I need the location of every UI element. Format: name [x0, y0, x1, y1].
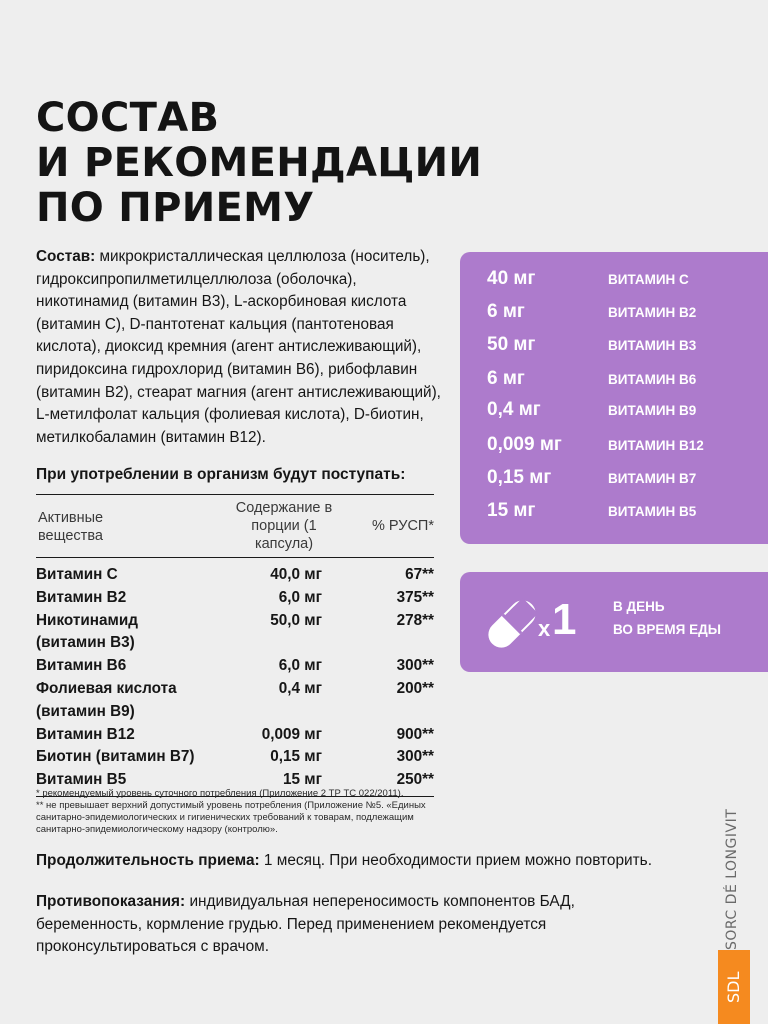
duration-text: 1 месяц. При необходимости прием можно повторить.: [259, 852, 652, 869]
contraindications-text: индивидуальная непереносимость компонентов БАД, беременность, кормление грудью. Перед применением рекомендуется проконсультироваться с врачом.: [36, 893, 575, 955]
dose-multiplier: x: [538, 616, 551, 641]
nutrient-amount: 0,15 мг: [270, 748, 322, 766]
nutrient-name-line: Фолиевая кислота: [36, 679, 177, 697]
nutrient-name: [36, 587, 244, 610]
nutrient-rusp: 375**: [396, 588, 434, 606]
composition-label: Состав:: [36, 248, 96, 265]
vitamin-summary-amount: 6 мг: [487, 301, 525, 322]
nutrient-rusp: 250**: [396, 771, 434, 789]
nutrient-amount: 0,4 мг: [278, 679, 322, 697]
nutrient-name-line: Витамин В2: [36, 588, 127, 606]
contraindications-label: Противопоказания:: [36, 893, 186, 910]
title-line-3: ПО ПРИЕМУ: [36, 185, 315, 231]
vitamin-summary-amount: 40 мг: [487, 268, 536, 289]
footnote-2: ** не превышает верхний допустимый уровень потребления (Приложение №5. «Единых санитарно-эпидемиологических и гигиенических требований к товарам, подлежащим санитарно-эпидемиологическому надзору (контролю».: [36, 800, 426, 835]
nutrient-name: [36, 564, 244, 587]
header-active-substances: Активные вещества: [38, 510, 104, 544]
brand-name-vertical: SORC DÉ LONGIVIT: [724, 808, 740, 950]
header-content-per-serving: Содержание в порции (1 капсула): [235, 500, 333, 552]
title-line-1: СОСТАВ: [36, 95, 220, 141]
vitamin-summary-name: ВИТАМИН В6: [608, 372, 697, 387]
vitamin-summary-name: ВИТАМИН В7: [608, 471, 697, 486]
nutrient-amount: 40,0 мг: [270, 566, 322, 583]
intake-heading: При употреблении в организм будут поступать:: [36, 466, 406, 483]
nutrient-name: [36, 746, 244, 769]
nutrient-amount: 15 мг: [283, 771, 322, 789]
dosage-panel: [460, 572, 768, 672]
vitamin-summary-amount: 6 мг: [487, 368, 525, 389]
vitamin-summary-name: ВИТАМИН В12: [608, 438, 704, 453]
table-body: [36, 558, 434, 792]
composition-paragraph: [36, 246, 446, 449]
nutrient-name: [36, 724, 244, 747]
nutrient-name-line: Витамин В12: [36, 725, 135, 743]
vitamin-summary-amount: 50 мг: [487, 334, 536, 355]
nutrient-name-line: Витамин В6: [36, 657, 127, 675]
vitamin-summary-amount: 0,009 мг: [487, 434, 562, 455]
table-row: [36, 678, 434, 724]
nutrient-name-subline: (витамин В3): [36, 634, 135, 652]
nutrient-rusp: 300**: [396, 657, 434, 675]
table-row: [36, 564, 434, 587]
nutrient-table: [36, 494, 434, 797]
table-row: [36, 655, 434, 678]
nutrient-rusp: 900**: [396, 725, 434, 743]
vitamin-summary-amount: 15 мг: [487, 500, 536, 521]
nutrient-amount: 50,0 мг: [270, 611, 322, 629]
nutrient-name: [36, 610, 244, 656]
vitamin-summary-name: ВИТАМИН В5: [608, 504, 697, 519]
table-row: [36, 610, 434, 656]
nutrient-name-line: Витамин С: [36, 566, 118, 583]
vitamin-summary-amount: 0,4 мг: [487, 399, 541, 420]
nutrient-rusp: 67**: [405, 566, 434, 583]
nutrient-amount: 0,009 мг: [261, 725, 322, 743]
footnotes: [36, 788, 436, 836]
nutrient-amount: 6,0 мг: [278, 588, 322, 606]
footnote-1: * рекомендуемый уровень суточного потребления (Приложение 2 ТР ТС 022/2011).: [36, 788, 404, 799]
dose-timing: ВО ВРЕМЯ ЕДЫ: [613, 622, 721, 637]
vitamin-summary-name: ВИТАМИН В9: [608, 403, 697, 418]
nutrient-name: [36, 655, 244, 678]
vitamin-summary-panel: [460, 252, 768, 544]
nutrient-name-line: Никотинамид: [36, 611, 138, 629]
duration-label: Продолжительность приема:: [36, 852, 260, 869]
table-row: [36, 587, 434, 610]
title-line-2: И РЕКОМЕНДАЦИИ: [36, 140, 483, 186]
nutrient-name-subline: (витамин В9): [36, 702, 135, 720]
table-header: [36, 494, 434, 558]
nutrient-rusp: 200**: [396, 679, 434, 697]
brand-badge-label: SDL: [724, 971, 743, 1003]
vitamin-summary-name: ВИТАМИН С: [608, 272, 689, 287]
nutrient-amount: 6,0 мг: [278, 657, 322, 675]
capsule-icon: [480, 592, 544, 656]
vitamin-summary-amount: 0,15 мг: [487, 467, 552, 488]
table-row: [36, 746, 434, 769]
nutrient-rusp: 300**: [396, 748, 434, 766]
page-title: [36, 96, 482, 231]
nutrient-name-line: Витамин В5: [36, 771, 127, 789]
vitamin-summary-name: ВИТАМИН В3: [608, 338, 697, 353]
header-rusp: % РУСП*: [371, 518, 434, 534]
dose-count: 1: [552, 595, 577, 644]
dose-frequency: В ДЕНЬ: [613, 599, 665, 614]
vitamin-summary-name: ВИТАМИН В2: [608, 305, 697, 320]
duration-paragraph: [36, 852, 696, 870]
table-row: [36, 724, 434, 747]
contraindications-paragraph: [36, 891, 596, 959]
nutrient-name-line: Биотин (витамин В7): [36, 748, 195, 766]
composition-text: микрокристаллическая целлюлоза (носитель), гидроксипропилметилцеллюлоза (оболочка), никотинамид (витамин В3), L-аскорбиновая кислота (витамин С), D-пантотенат кальция (пантотеновая кислота), диоксид кремния (агент антислеживающий), пиридоксина гидрохлорид (витамин В6), рибофлавин (витамин В2), стеарат магния (агент антислеживающий), L-метилфолат кальция (фолиевая кислота), D-биотин, метилкобаламин (витамин В12).: [36, 248, 441, 446]
brand-badge: [718, 950, 750, 1024]
nutrient-rusp: 278**: [396, 611, 434, 629]
nutrient-name: [36, 678, 244, 724]
